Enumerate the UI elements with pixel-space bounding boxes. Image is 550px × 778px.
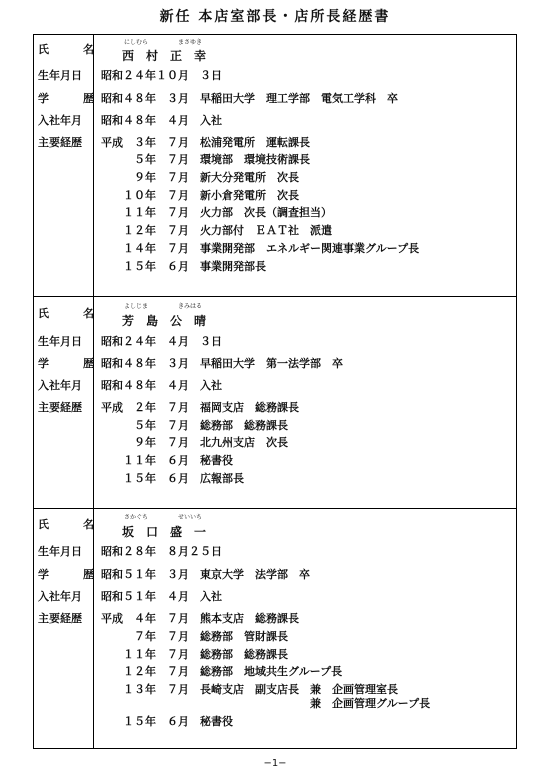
career-label: 主要経歴 [38,401,82,414]
join-label: 入社年月 [38,590,82,603]
birth-date: 昭和２８年 ８月２５日 [101,545,222,558]
career-entry: ９年 ７月 新大分発電所 次長 [101,171,299,184]
person-name: 西 村 正 幸 [122,49,207,63]
career-entry: ５年 ７月 環境部 環境技術課長 [101,153,310,166]
career-entry: 兼 企画管理グループ長 [101,697,431,710]
furigana-given: まさゆき [178,39,203,46]
education-label: 学 歴 [38,568,94,581]
name-label: 氏 名 [38,43,94,56]
furigana-family: さかぐち [124,514,149,521]
career-entry: １５年 ６月 事業開発部長 [101,260,266,273]
career-label: 主要経歴 [38,612,82,625]
career-entry: ９年 ７月 北九州支店 次長 [101,436,288,449]
career-entry: １１年 ６月 秘書役 [101,454,233,467]
join-date: 昭和４８年 ４月 入社 [101,114,222,127]
name-label: 氏 名 [38,518,94,531]
career-entry: ５年 ７月 総務部 総務課長 [101,419,288,432]
career-entry: １０年 ７月 新小倉発電所 次長 [101,189,299,202]
birth-date: 昭和２４年１０月 ３日 [101,69,222,82]
career-entry: １２年 ７月 火力部付 ＥＡＴ社 派遣 [101,224,332,237]
career-entry: １１年 ７月 火力部 次長（調査担当） [101,206,332,219]
name-label: 氏 名 [38,307,94,320]
furigana-given: せいいち [178,514,203,521]
person-name: 芳 島 公 晴 [122,314,207,328]
join-date: 昭和４８年 ４月 入社 [101,379,222,392]
person-name: 坂 口 盛 一 [122,525,207,539]
person-section-1 [33,34,517,296]
birth-label: 生年月日 [38,335,82,348]
education-label: 学 歴 [38,92,94,105]
career-entry: １１年 ７月 総務部 総務課長 [101,648,288,661]
join-date: 昭和５１年 ４月 入社 [101,590,222,603]
furigana-given: きみはる [178,303,203,310]
education: 昭和４８年 ３月 早稲田大学 第一法学部 卒 [101,357,343,370]
birth-date: 昭和２４年 ４月 ３日 [101,335,222,348]
education-label: 学 歴 [38,357,94,370]
education: 昭和５１年 ３月 東京大学 法学部 卒 [101,568,310,581]
join-label: 入社年月 [38,114,82,127]
career-entry: １５年 ６月 秘書役 [101,715,233,728]
join-label: 入社年月 [38,379,82,392]
birth-label: 生年月日 [38,69,82,82]
career-entry: １２年 ７月 総務部 地域共生グループ長 [101,665,343,678]
education: 昭和４８年 ３月 早稲田大学 理工学部 電気工学科 卒 [101,92,398,105]
career-entry: ７年 ７月 総務部 管財課長 [101,630,288,643]
career-entry: 平成 ３年 ７月 松浦発電所 運転課長 [101,136,310,149]
career-label: 主要経歴 [38,136,82,149]
page-number: −1− [263,758,287,769]
person-section-2 [33,296,517,508]
career-entry: １３年 ７月 長崎支店 副支店長 兼 企画管理室長 [101,683,398,696]
career-entry: 平成 ２年 ７月 福岡支店 総務課長 [101,401,299,414]
furigana-family: よしじま [124,303,149,310]
furigana-family: にしむら [124,39,149,46]
career-entry: １４年 ７月 事業開発部 エネルギー関連事業グループ長 [101,242,420,255]
person-section-3 [33,508,517,749]
birth-label: 生年月日 [38,545,82,558]
career-entry: １５年 ６月 広報部長 [101,472,244,485]
page-title: 新任 本店室部長・店所長経歴書 [159,9,391,25]
career-entry: 平成 ４年 ７月 熊本支店 総務課長 [101,612,299,625]
